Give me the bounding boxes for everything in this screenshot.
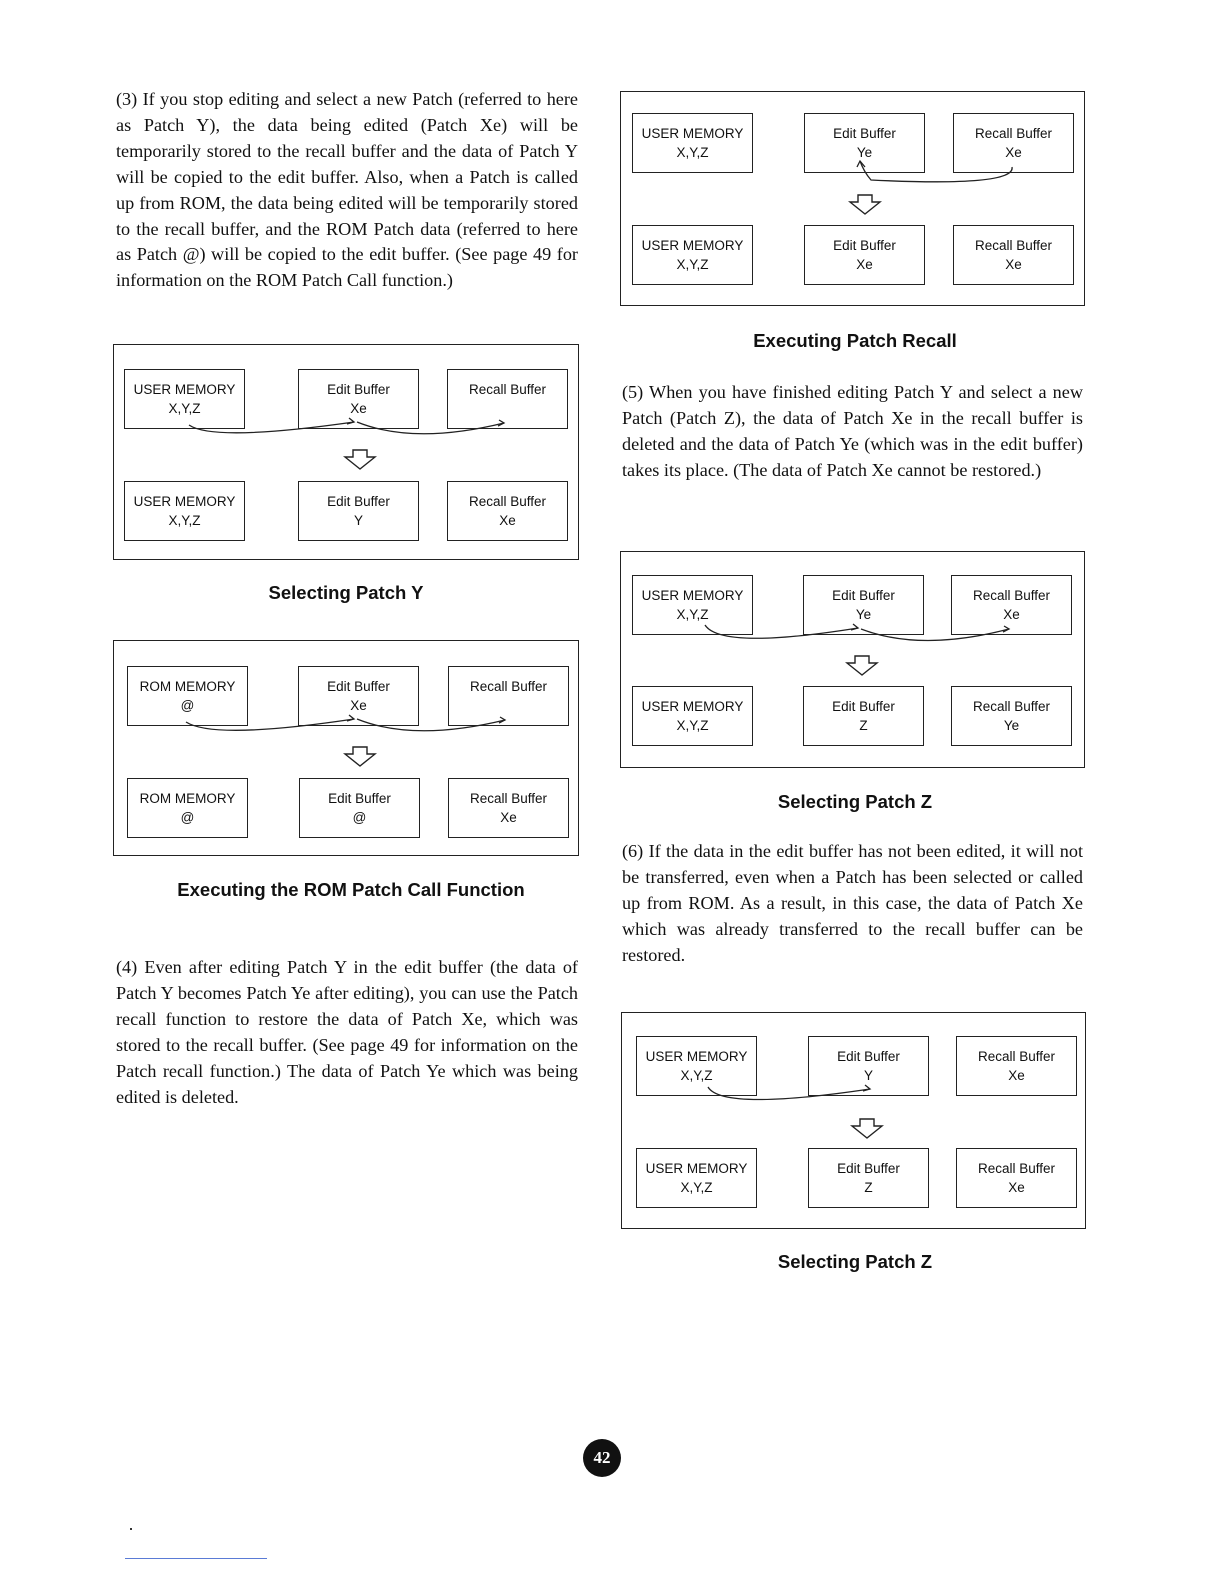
- box-value: X,Y,Z: [676, 718, 709, 733]
- user-memory-box: [632, 686, 753, 746]
- caption-selecting-patch-z-unedited: Selecting Patch Z: [777, 1251, 933, 1272]
- box-title: USER MEMORY: [641, 588, 744, 603]
- box-value: X,Y,Z: [680, 1068, 713, 1083]
- recall-buffer-box: [448, 666, 569, 726]
- box-value: Y: [863, 1068, 873, 1083]
- box-value: Xe: [1005, 257, 1022, 272]
- box-value: Xe: [500, 810, 517, 825]
- rom-memory-box: [127, 666, 248, 726]
- box-value: @: [352, 810, 367, 825]
- paragraph-5: (5) When you have finished editing Patch Y and select a new Patch (Patch Z), the data of Patch Xe in the recall buffer is deleted and the data of Patch Ye (which was in the edit buffer) takes its place. (The data of Patch Xe cannot be restored.): [622, 382, 1083, 480]
- box-title: USER MEMORY: [133, 382, 236, 397]
- box-title: Recall Buffer: [974, 238, 1053, 253]
- recall-buffer-box: [953, 113, 1074, 173]
- down-arrow-icon: [847, 656, 877, 675]
- paragraph-6: (6) If the data in the edit buffer has not been edited, it will not be transferred, even when a Patch has been selected or called up from ROM. As a result, in this case, the data of Patch Xe which was already transferred to the recall buffer can be restored.: [622, 841, 1083, 965]
- box-title: Edit Buffer: [833, 126, 896, 141]
- box-value: X,Y,Z: [168, 513, 201, 528]
- recall-buffer-box: [951, 575, 1072, 635]
- user-memory-box: [632, 113, 753, 173]
- stray-mark: [130, 1528, 132, 1530]
- recall-buffer-box: [956, 1036, 1077, 1096]
- edit-buffer-box: [804, 225, 925, 285]
- box-title: Recall Buffer: [974, 126, 1053, 141]
- box-value: Xe: [1008, 1068, 1025, 1083]
- edit-buffer-box: [298, 481, 419, 541]
- box-value: Xe: [1005, 145, 1022, 160]
- recall-buffer-box: [956, 1148, 1077, 1208]
- box-value: X,Y,Z: [676, 145, 709, 160]
- box-title: Edit Buffer: [837, 1049, 900, 1064]
- box-title: USER MEMORY: [133, 494, 236, 509]
- page-number: 42: [583, 1439, 621, 1477]
- down-arrow-icon: [345, 747, 375, 766]
- box-value: Ye: [855, 607, 872, 622]
- box-title: Recall Buffer: [977, 1049, 1056, 1064]
- box-title: Recall Buffer: [468, 382, 547, 397]
- box-title: Edit Buffer: [833, 238, 896, 253]
- box-title: Edit Buffer: [327, 679, 390, 694]
- box-value: X,Y,Z: [680, 1180, 713, 1195]
- diagram-selecting-patch-z: [620, 551, 1085, 768]
- box-value: Y: [353, 513, 363, 528]
- box-title: USER MEMORY: [641, 238, 744, 253]
- edit-buffer-box: [299, 778, 420, 838]
- caption-patch-recall: Executing Patch Recall: [753, 330, 957, 351]
- edit-buffer-box: [298, 369, 419, 429]
- box-title: Edit Buffer: [328, 791, 391, 806]
- box-title: USER MEMORY: [645, 1049, 748, 1064]
- paragraph-4: (4) Even after editing Patch Y in the edit buffer (the data of Patch Y becomes Patch Ye after editing), you can use the Patch recall function to restore the data of Patch Xe, which was stored to the recall buffer. (See page 49 for information on the Patch recall function.) The data of Patch Ye which was being edited is deleted.: [116, 957, 578, 1107]
- recall-buffer-box: [447, 369, 568, 429]
- user-memory-box: [632, 575, 753, 635]
- box-value: Xe: [499, 513, 516, 528]
- box-value: Xe: [350, 698, 367, 713]
- user-memory-box: [636, 1036, 757, 1096]
- box-title: USER MEMORY: [641, 699, 744, 714]
- diagram-selecting-patch-y: [113, 344, 579, 560]
- recall-buffer-box: [447, 481, 568, 541]
- box-value: X,Y,Z: [676, 607, 709, 622]
- paragraph-3: (3) If you stop editing and select a new Patch (referred to here as Patch Y), the data being edited (Patch Xe) will be temporarily stored to the recall buffer and the data of Patch Y will be copied to the edit buffer. Also, when a Patch is called up from ROM, the data being edited will be temporarily stored to the recall buffer, and the ROM Patch data (referred to here as Patch @) will be copied to the edit buffer. (See page 49 for information on the ROM Patch Call function.): [116, 89, 578, 291]
- box-title: ROM MEMORY: [139, 679, 236, 694]
- recall-buffer-box: [953, 225, 1074, 285]
- box-title: USER MEMORY: [641, 126, 744, 141]
- recall-buffer-box: [951, 686, 1072, 746]
- box-value: Xe: [1008, 1180, 1025, 1195]
- edit-buffer-box: [808, 1148, 929, 1208]
- box-value: Z: [864, 1180, 873, 1195]
- edit-buffer-box: [803, 686, 924, 746]
- diagram-rom-patch-call: [113, 640, 579, 856]
- box-value: Xe: [856, 257, 873, 272]
- edit-buffer-box: [808, 1036, 929, 1096]
- box-value: X,Y,Z: [676, 257, 709, 272]
- box-title: Edit Buffer: [327, 494, 390, 509]
- edit-buffer-box: [804, 113, 925, 173]
- box-title: Recall Buffer: [972, 588, 1051, 603]
- box-value: @: [180, 698, 195, 713]
- box-title: Recall Buffer: [972, 699, 1051, 714]
- rom-memory-box: [127, 778, 248, 838]
- box-title: USER MEMORY: [645, 1161, 748, 1176]
- down-arrow-icon: [852, 1119, 882, 1138]
- down-arrow-icon: [345, 450, 375, 469]
- box-title: Recall Buffer: [469, 791, 548, 806]
- footer-rule: [125, 1558, 267, 1559]
- caption-selecting-patch-y: Selecting Patch Y: [268, 582, 424, 603]
- box-value: Ye: [856, 145, 873, 160]
- box-title: Edit Buffer: [832, 699, 895, 714]
- diagram-patch-recall: [620, 91, 1085, 306]
- box-title: Edit Buffer: [837, 1161, 900, 1176]
- recall-buffer-box: [448, 778, 569, 838]
- down-arrow-icon: [850, 195, 880, 214]
- box-title: Recall Buffer: [977, 1161, 1056, 1176]
- user-memory-box: [124, 369, 245, 429]
- box-value: Xe: [1003, 607, 1020, 622]
- caption-selecting-patch-z: Selecting Patch Z: [777, 791, 933, 812]
- caption-rom-patch-call: Executing the ROM Patch Call Function: [177, 879, 525, 900]
- user-memory-box: [124, 481, 245, 541]
- box-value: Ye: [1003, 718, 1020, 733]
- edit-buffer-box: [298, 666, 419, 726]
- box-title: Recall Buffer: [469, 679, 548, 694]
- box-title: ROM MEMORY: [139, 791, 236, 806]
- box-value: @: [180, 810, 195, 825]
- diagram-selecting-patch-z-unedited: [621, 1012, 1086, 1229]
- box-value: X,Y,Z: [168, 401, 201, 416]
- box-value: Z: [859, 718, 868, 733]
- box-title: Recall Buffer: [468, 494, 547, 509]
- edit-buffer-box: [803, 575, 924, 635]
- box-value: Xe: [350, 401, 367, 416]
- user-memory-box: [636, 1148, 757, 1208]
- box-title: Edit Buffer: [327, 382, 390, 397]
- box-title: Edit Buffer: [832, 588, 895, 603]
- user-memory-box: [632, 225, 753, 285]
